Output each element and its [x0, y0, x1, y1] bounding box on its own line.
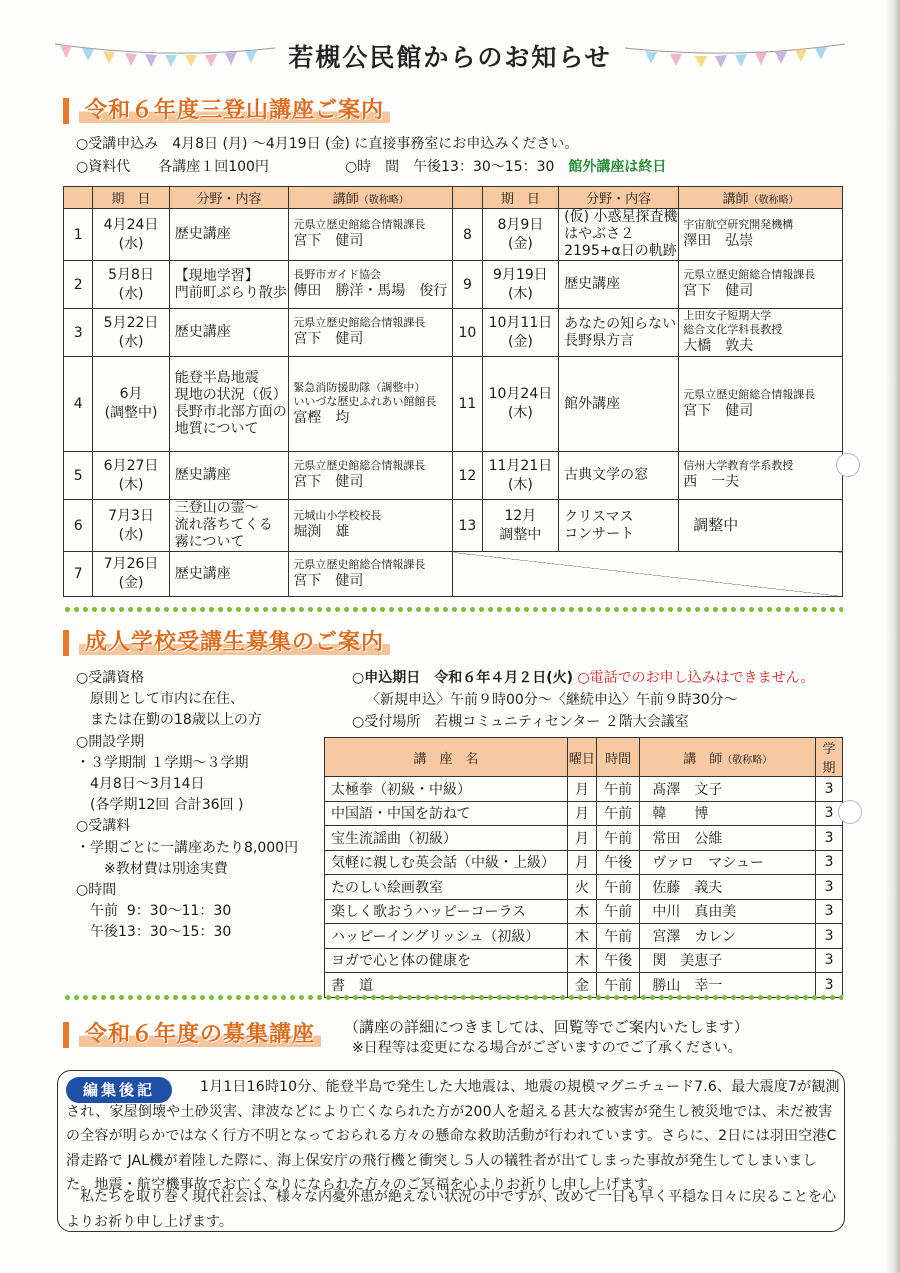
course-day: 木: [567, 899, 596, 924]
course-time: 午前: [596, 777, 639, 802]
lecture-number: 6: [64, 500, 93, 552]
lecture-date: [482, 261, 558, 309]
instructor-org: 長野市ガイド協会: [293, 268, 382, 281]
schedule-note: ※日程等は変更になる場合がございますのでご了承ください。: [352, 1040, 742, 1056]
instructor-org: 信州大学教育学系教授: [683, 459, 794, 472]
instructor-org: 元城山小学校校長: [293, 509, 382, 522]
lecture-number: 4: [64, 357, 93, 452]
col-day: 曜日: [567, 738, 596, 777]
course-time: 午後: [596, 948, 639, 973]
info-line: 原則として市内に在住、: [76, 691, 244, 708]
info-line: ※教材費は別途実費: [76, 860, 228, 877]
course-name: 気軽に親しむ英会話（中級・上級）: [325, 850, 568, 875]
course-time: 午前: [596, 826, 639, 851]
instructor-org: 宇宙航空研究開発機構: [683, 218, 794, 231]
lecture-date: [93, 209, 169, 261]
apply-place: ○受付場所 若槻コミュニティセンター ２階大会議室: [352, 714, 689, 730]
weekday-text: (木): [507, 405, 533, 421]
instructor-name: 富樫 均: [293, 409, 350, 426]
course-term: 3: [816, 899, 843, 924]
lecture-instructor: [289, 452, 453, 500]
lecture-number: 12: [453, 452, 483, 500]
date-text: 4月24日: [103, 216, 159, 233]
apply-date: ○申込期日 令和６年４月２日(火) ○電話でのお申し込みはできません。: [352, 670, 815, 686]
lecture-instructor: [679, 309, 843, 357]
apply-period: ○受講申込み 4月8日 (月) ～4月19日 (金) に直接事務室にお申込みください。: [76, 136, 579, 152]
page-edge: [886, 0, 900, 1273]
topic-text: 三登山の霊～ 流れ落ちてくる 霧について: [174, 500, 273, 550]
schedule-row: [64, 357, 843, 452]
instructor-name: 宮下 健司: [293, 474, 364, 490]
topic-text: クリスマス コンサート: [564, 508, 635, 542]
col-course-name: 講 座 名: [325, 738, 568, 777]
instructor-org: 元県立歴史館総合情報課長: [293, 218, 426, 231]
lecture-instructor: [289, 500, 453, 552]
lecture-topic: [169, 357, 289, 452]
date-text: 10月24日: [488, 386, 553, 402]
course-name: 書 道: [325, 973, 568, 998]
binder-hole: [838, 800, 862, 824]
course-row: [325, 899, 843, 924]
schedule-row: [64, 500, 843, 552]
lecture-number: 8: [453, 209, 483, 261]
lecture-number: 10: [453, 309, 483, 357]
schedule-row: [64, 309, 843, 357]
col-date: 期 日: [482, 187, 558, 209]
lecture-instructor: [289, 357, 453, 452]
course-instructor: 宮澤 カレン: [640, 924, 816, 949]
lecture-instructor: [679, 500, 843, 552]
editorial-text-2: 私たちを取り巻く現代社会は、様々な内憂外患が絶えない状況の中ですが、改めて一日も早く平穏な日々に戻ることを心よりお祈り申し上げます。: [66, 1189, 836, 1230]
empty-cell: [453, 552, 843, 597]
lecture-topic: [169, 261, 289, 309]
col-time: 時間: [596, 738, 639, 777]
topic-text: 歴史講座: [174, 467, 231, 483]
topic-text: 歴史講座: [174, 565, 231, 582]
weekday-text: (木): [507, 285, 533, 302]
instructor-name: 大橋 敦夫: [683, 338, 754, 354]
col-topic: 分野・内容: [559, 187, 679, 209]
date-text: 12月: [504, 507, 537, 524]
col-instructor: 講師（敬称略）: [289, 187, 453, 209]
lecture-number: 13: [453, 500, 483, 552]
lecture-date: [93, 452, 169, 500]
col-term: 学期: [816, 738, 843, 777]
course-day: 月: [567, 826, 596, 851]
course-row: [325, 875, 843, 900]
date-text: 7月26日: [103, 556, 159, 572]
info-line: ・学期ごとに一講座あたり8,000円: [76, 839, 299, 856]
date-text: 5月22日: [103, 314, 159, 331]
instructor-org: 上田女子短期大学 総合文化学科長教授: [683, 309, 783, 336]
weekday-text: (水): [118, 333, 144, 350]
lecture-instructor: [289, 309, 453, 357]
col-date: 期 日: [93, 187, 169, 209]
lecture-date: [482, 309, 558, 357]
lecture-number: 2: [64, 261, 93, 309]
recruit-note: （講座の詳細につきましては、回覧等でご案内いたします）: [344, 1018, 749, 1036]
weekday-text: (木): [118, 476, 144, 493]
col-instructor: 講師（敬称略）: [679, 187, 843, 209]
lecture-date: [93, 357, 169, 452]
binder-hole: [836, 453, 860, 477]
course-time: 午前: [596, 875, 639, 900]
course-term: 3: [816, 948, 843, 973]
lecture-date: [482, 500, 558, 552]
section-title-mitoyama: 令和６年度三登山講座ご案内: [63, 93, 390, 124]
date-text: 9月19日: [493, 266, 548, 283]
course-instructor: 佐藤 義夫: [640, 875, 816, 900]
lecture-topic: [169, 309, 289, 357]
info-line: ○受講料: [76, 818, 131, 835]
date-text: 5月8日: [108, 266, 154, 283]
lecture-topic: [559, 309, 679, 357]
topic-text: 歴史講座: [564, 276, 621, 292]
instructor-name: 宮下 健司: [293, 331, 364, 347]
lecture-topic: [169, 500, 289, 552]
course-name: 宝生流謡曲（初級）: [325, 826, 568, 851]
instructor-name: 傳田 勝洋・馬場 俊行: [293, 283, 448, 299]
info-line: 午前 9：30～11：30: [76, 903, 232, 920]
instructor-name: 宮下 健司: [293, 572, 364, 589]
weekday-text: (木): [507, 476, 533, 493]
lecture-instructor: [289, 552, 453, 597]
instructor-org: 緊急消防援助隊（調整中） いいづな歴史ふれあい館館長: [293, 380, 437, 408]
topic-text: 歴史講座: [174, 324, 231, 340]
weekday-text: (金): [507, 333, 533, 350]
course-day: 金: [567, 973, 596, 998]
course-instructor: 髙澤 文子: [640, 777, 816, 802]
topic-text: 能登半島地震 現地の状況（仮） 長野市北部方面の 地質について: [174, 370, 287, 437]
adult-school-info: [76, 668, 298, 944]
date-text: 6月27日: [103, 457, 159, 474]
course-row: [325, 850, 843, 875]
adult-course-table: [324, 737, 843, 998]
schedule-row: [64, 209, 843, 261]
divider-dots: [63, 606, 843, 613]
topic-text: あなたの知らない 長野県方言: [564, 315, 677, 349]
lecture-topic: [559, 357, 679, 452]
info-line: または在勤の18歳以上の方: [76, 712, 262, 729]
course-row: [325, 801, 843, 826]
section-title-recruit: 令和６年度の募集講座: [63, 1017, 321, 1048]
lecture-date: [482, 209, 558, 261]
lecture-date: [482, 357, 558, 452]
weekday-text: (水): [118, 235, 144, 252]
course-instructor: 常田 公維: [640, 826, 816, 851]
course-row: [325, 924, 843, 949]
instructor-org: 元県立歴史館総合情報課長: [293, 459, 426, 472]
weekday-text: 調整中: [499, 526, 542, 543]
lecture-topic: [559, 261, 679, 309]
course-term: 3: [816, 777, 843, 802]
lecture-instructor: [679, 261, 843, 309]
instructor-name: 西 一夫: [683, 474, 740, 490]
info-line: ○時間: [76, 882, 117, 899]
course-instructor: ヴァロ マシュー: [640, 850, 816, 875]
lecture-date: [93, 500, 169, 552]
info-line: ○開設学期: [76, 733, 145, 750]
topic-text: 【現地学習】 門前町ぶらり散歩: [174, 267, 287, 301]
course-term: 3: [816, 850, 843, 875]
topic-text: 館外講座: [564, 395, 621, 412]
lecture-instructor: [679, 357, 843, 452]
course-name: たのしい絵画教室: [325, 875, 568, 900]
course-name: 中国語・中国を訪ねて: [325, 801, 568, 826]
lecture-topic: [169, 452, 289, 500]
course-day: 木: [567, 948, 596, 973]
schedule-row: [64, 552, 843, 597]
course-time: 午前: [596, 801, 639, 826]
instructor-org: 元県立歴史館総合情報課長: [293, 316, 426, 329]
lecture-topic: [169, 209, 289, 261]
instructor-name: 宮下 健司: [683, 283, 754, 299]
lecture-number: 9: [453, 261, 483, 309]
date-text: 11月21日: [488, 457, 553, 474]
schedule-row: [64, 452, 843, 500]
lecture-topic: [559, 209, 679, 261]
instructor-name: 澤田 弘崇: [683, 233, 754, 249]
lecture-instructor: [679, 452, 843, 500]
lecture-instructor: [289, 209, 453, 261]
section-title-adult-school: 成人学校受講生募集のご案内: [63, 625, 390, 656]
info-line: (各学期12回 合計36回 ): [76, 797, 244, 814]
lecture-date: [93, 261, 169, 309]
info-line: ・３学期制 １学期～３学期: [76, 754, 249, 771]
col-no: [453, 187, 483, 209]
course-day: 月: [567, 777, 596, 802]
course-time: 午前: [596, 899, 639, 924]
course-term: 3: [816, 973, 843, 998]
course-instructor: 勝山 幸一: [640, 973, 816, 998]
course-term: 3: [816, 875, 843, 900]
instructor-name: 調整中: [693, 516, 739, 534]
info-line: 4月8日～3月14日: [76, 776, 205, 793]
course-instructor: 中川 真由美: [640, 899, 816, 924]
date-text: 8月9日: [497, 216, 544, 233]
lecture-number: 3: [64, 309, 93, 357]
instructor-name: 宮下 健司: [293, 233, 364, 249]
lecture-number: 7: [64, 552, 93, 597]
course-time: 午前: [596, 924, 639, 949]
date-text: 6月: [119, 386, 143, 402]
weekday-text: (金): [118, 575, 144, 591]
course-term: 3: [816, 826, 843, 851]
topic-text: (仮) 小惑星探査機 はやぶさ２ 2195+α日の軌跡: [564, 209, 678, 259]
instructor-org: 元県立歴史館総合情報課長: [683, 387, 816, 401]
instructor-name: 宮下 健司: [683, 402, 754, 419]
lecture-number: 1: [64, 209, 93, 261]
col-topic: 分野・内容: [169, 187, 289, 209]
date-text: 7月3日: [108, 507, 154, 524]
page-title: 若槻公民館からのお知らせ: [288, 43, 612, 72]
lecture-instructor: [289, 261, 453, 309]
weekday-text: (水): [118, 526, 144, 543]
lecture-topic: [169, 552, 289, 597]
weekday-text: (水): [118, 285, 144, 302]
course-name: ヨガで心と体の健康を: [325, 948, 568, 973]
course-row: [325, 826, 843, 851]
date-text: 10月11日: [488, 314, 553, 331]
course-name: ハッピーイングリッシュ（初級）: [325, 924, 568, 949]
instructor-name: 堀渕 雄: [293, 524, 350, 540]
col-no: [64, 187, 93, 209]
course-name: 太極拳（初級・中級）: [325, 777, 568, 802]
lecture-topic: [559, 500, 679, 552]
editorial-text: 1月1日16時10分、能登半島で発生した大地震は、地震の規模マグニチュード7.6、最大震度7が観測され、家屋倒壊や土砂災害、津波などにより亡くなられた方が200人を超える甚大な被害が発生し被災地では、未だ被害の全容が明らかではなく行方不明となっておられる方々の懸命な救助活動が行われています。さらに、2日には羽田空港C滑走路で JAL機が着陸した際に、海上保安庁の飛行機と衝突し５人の犠牲者が出てしまった事故が発生してしまいました。地震・航空機事故でお亡くなりになられた方々のご冥福を心よりお祈りし申し上げます。: [66, 1079, 840, 1193]
course-day: 月: [567, 801, 596, 826]
weekday-text: (調整中): [104, 405, 158, 421]
course-instructor: 関 美恵子: [640, 948, 816, 973]
instructor-org: 元県立歴史館総合情報課長: [683, 268, 816, 281]
info-line: ○受講資格: [76, 670, 145, 686]
apply-times: 〈新規申込〉午前９時00分～〈継続申込〉午前９時30分～: [366, 692, 738, 708]
course-term: 3: [816, 924, 843, 949]
divider-dots: [63, 994, 843, 1001]
lecture-date: [93, 552, 169, 597]
course-time: 午後: [596, 850, 639, 875]
course-day: 火: [567, 875, 596, 900]
lecture-number: 11: [453, 357, 483, 452]
topic-text: 歴史講座: [174, 226, 231, 242]
weekday-text: (金): [507, 235, 533, 252]
lecture-number: 5: [64, 452, 93, 500]
editorial-label: 編集後記: [66, 1077, 172, 1103]
instructor-org: 元県立歴史館総合情報課長: [293, 557, 426, 571]
course-row: [325, 777, 843, 802]
info-line: 午後13：30～15：30: [76, 924, 232, 941]
course-time: 午前: [596, 973, 639, 998]
lecture-instructor: [679, 209, 843, 261]
course-day: 木: [567, 924, 596, 949]
course-row: [325, 948, 843, 973]
course-instructor: 韓 博: [640, 801, 816, 826]
topic-text: 古典文学の窓: [564, 467, 649, 483]
lecture-date: [482, 452, 558, 500]
course-term: 3: [816, 801, 843, 826]
fee-line: ○資料代 各講座１回100円 ○時 間 午後13：30～15：30 館外講座は終日: [76, 159, 667, 175]
course-name: 楽しく歌おうハッピーコーラス: [325, 899, 568, 924]
col-instructor: 講 師（敬称略）: [640, 738, 816, 777]
lecture-topic: [559, 452, 679, 500]
schedule-row: [64, 261, 843, 309]
mitoyama-schedule-table: [63, 186, 843, 597]
lecture-date: [93, 309, 169, 357]
course-day: 月: [567, 850, 596, 875]
